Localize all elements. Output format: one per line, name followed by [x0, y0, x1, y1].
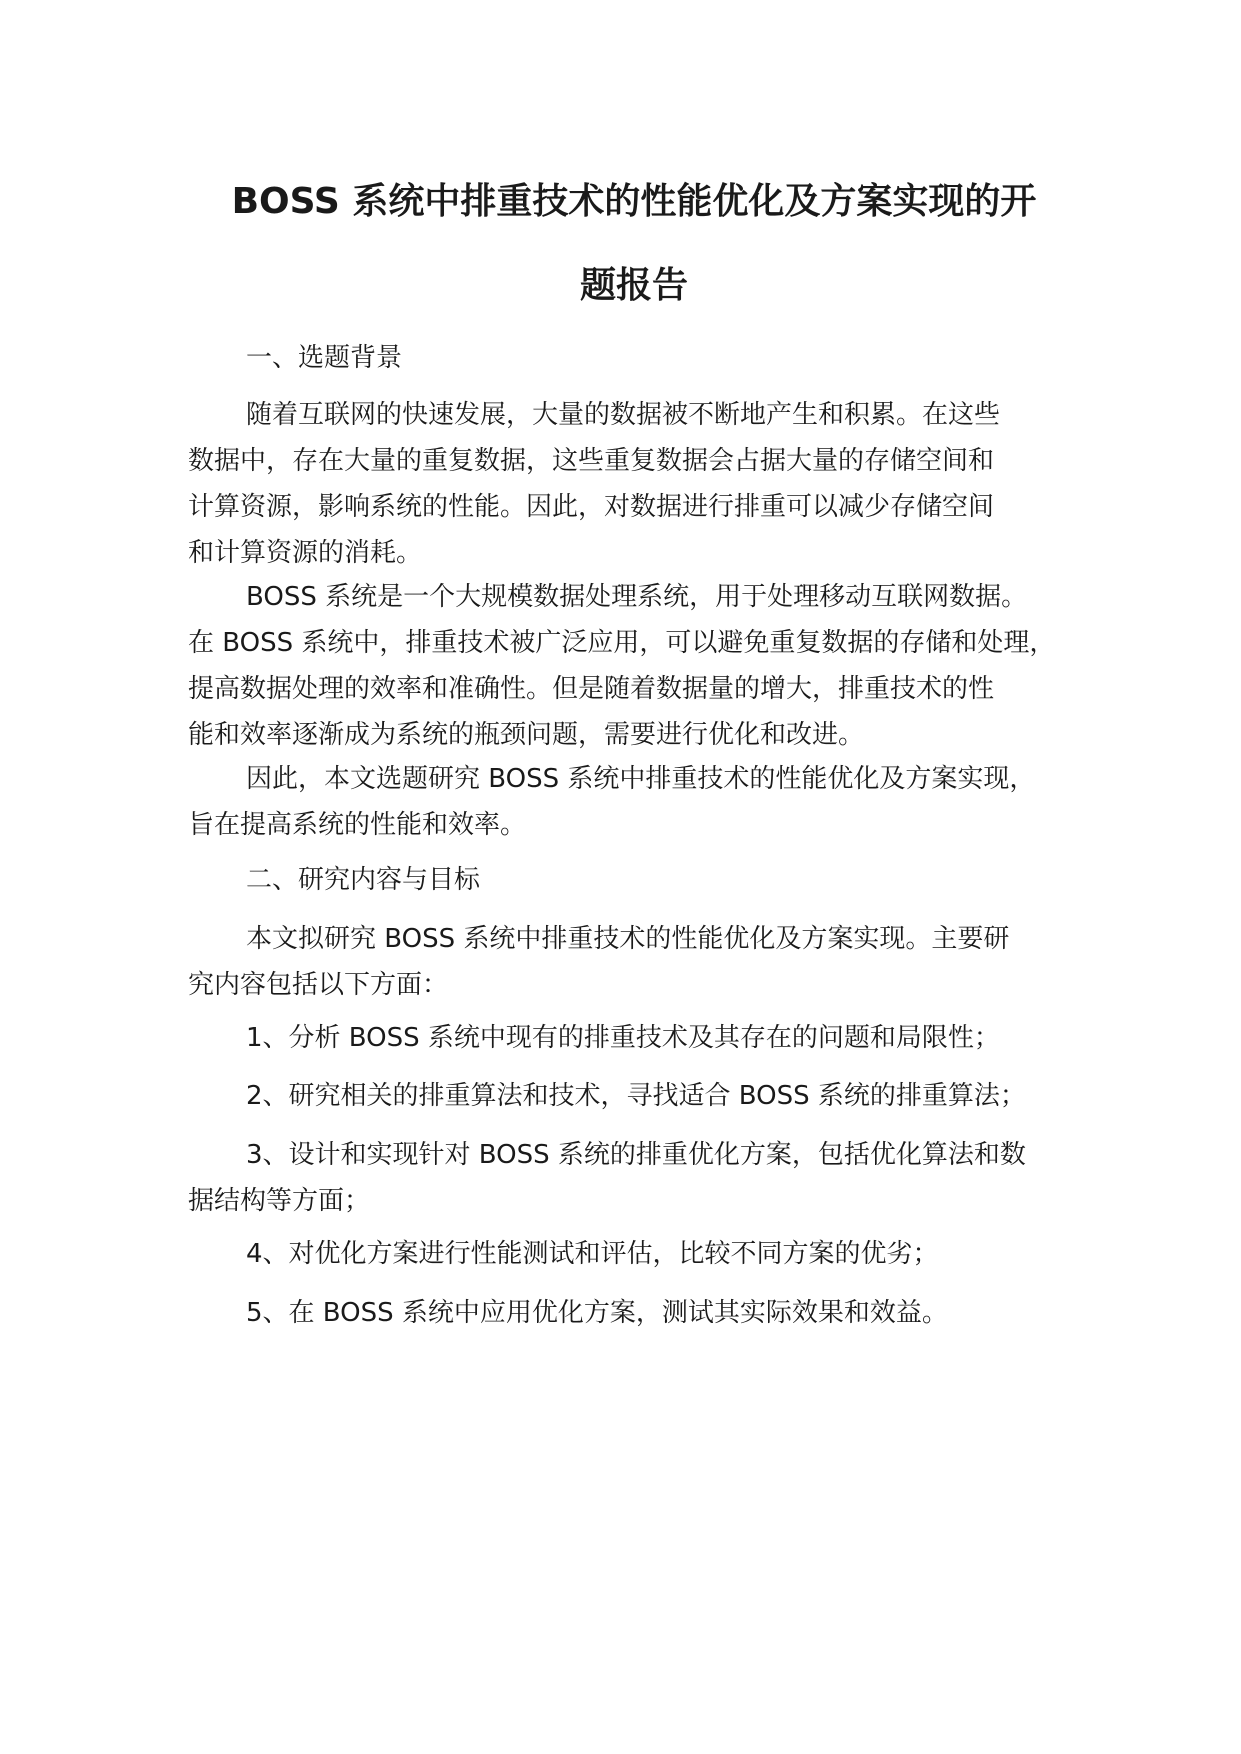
list-item-4: 4、对优化方案进行性能测试和评估，比较不同方案的优劣；: [246, 1239, 939, 1269]
document-title-line-2: 题报告: [579, 265, 688, 306]
list-item-1: 1、分析 BOSS 系统中现有的排重技术及其存在的问题和局限性；: [246, 1023, 1000, 1053]
paragraph-background: 随着互联网的快速发展，大量的数据被不断地产生和积累。在这些 数据中，存在大量的重复数据，这些重复数据会占据大量的存储空间和 计算资源，影响系统的性能。因此，对数据进行排重可以减少存储空间 和计算资源的消耗。: [188, 400, 1001, 568]
list-item-2: 2、研究相关的排重算法和技术，寻找适合 BOSS 系统的排重算法；: [246, 1081, 1026, 1111]
section-heading-research-content: 二、研究内容与目标: [246, 865, 481, 895]
document-title-line-1: BOSS 系统中排重技术的性能优化及方案实现的开: [231, 181, 1037, 222]
paragraph-research-intro: 本文拟研究 BOSS 系统中排重技术的性能优化及方案实现。主要研 究内容包括以下方面：: [188, 924, 1010, 1000]
section-heading-background: 一、选题背景: [246, 343, 403, 373]
paragraph-boss-system: BOSS 系统是一个大规模数据处理系统，用于处理移动互联网数据。 在 BOSS 系统中，排重技术被广泛应用，可以避免重复数据的存储和处理， 提高数据处理的效率和准确性。但是随着数据量的增大，排重技术的性 能和效率逐渐成为系统的瓶颈问题，需要进行优化和改进。: [188, 582, 1056, 750]
paragraph-topic-purpose: 因此，本文选题研究 BOSS 系统中排重技术的性能优化及方案实现， 旨在提高系统的性能和效率。: [188, 764, 1036, 840]
list-item-3: 3、设计和实现针对 BOSS 系统的排重优化方案，包括优化算法和数 据结构等方面；: [188, 1140, 1026, 1216]
list-item-5: 5、在 BOSS 系统中应用优化方案，测试其实际效果和效益。: [246, 1298, 948, 1328]
